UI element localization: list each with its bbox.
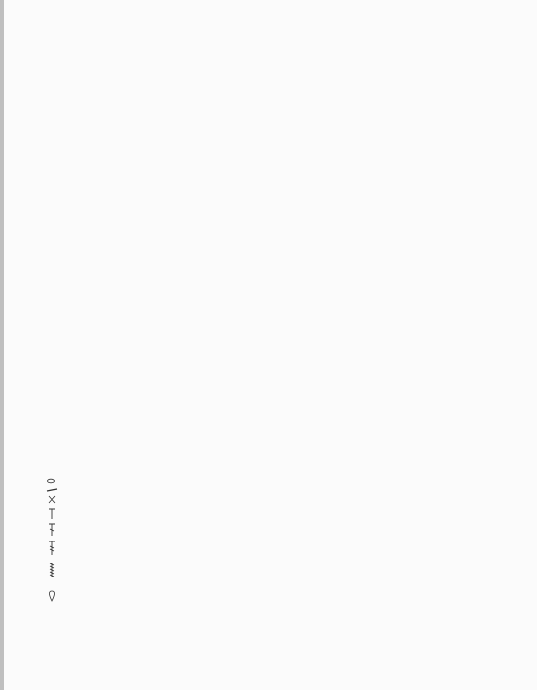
single-crochet-icon bbox=[43, 493, 63, 507]
treble-crochet-icon bbox=[43, 541, 63, 555]
article-column bbox=[34, 26, 158, 64]
page-binding-edge bbox=[0, 0, 4, 690]
double-crochet-icon bbox=[43, 523, 63, 537]
article-body bbox=[34, 30, 158, 64]
quintuple-treble-icon bbox=[43, 563, 63, 577]
schema-4a-diagram bbox=[106, 446, 526, 646]
picot-icon bbox=[43, 589, 63, 603]
half-double-icon bbox=[43, 507, 63, 521]
schema-4-diagram bbox=[160, 34, 524, 424]
